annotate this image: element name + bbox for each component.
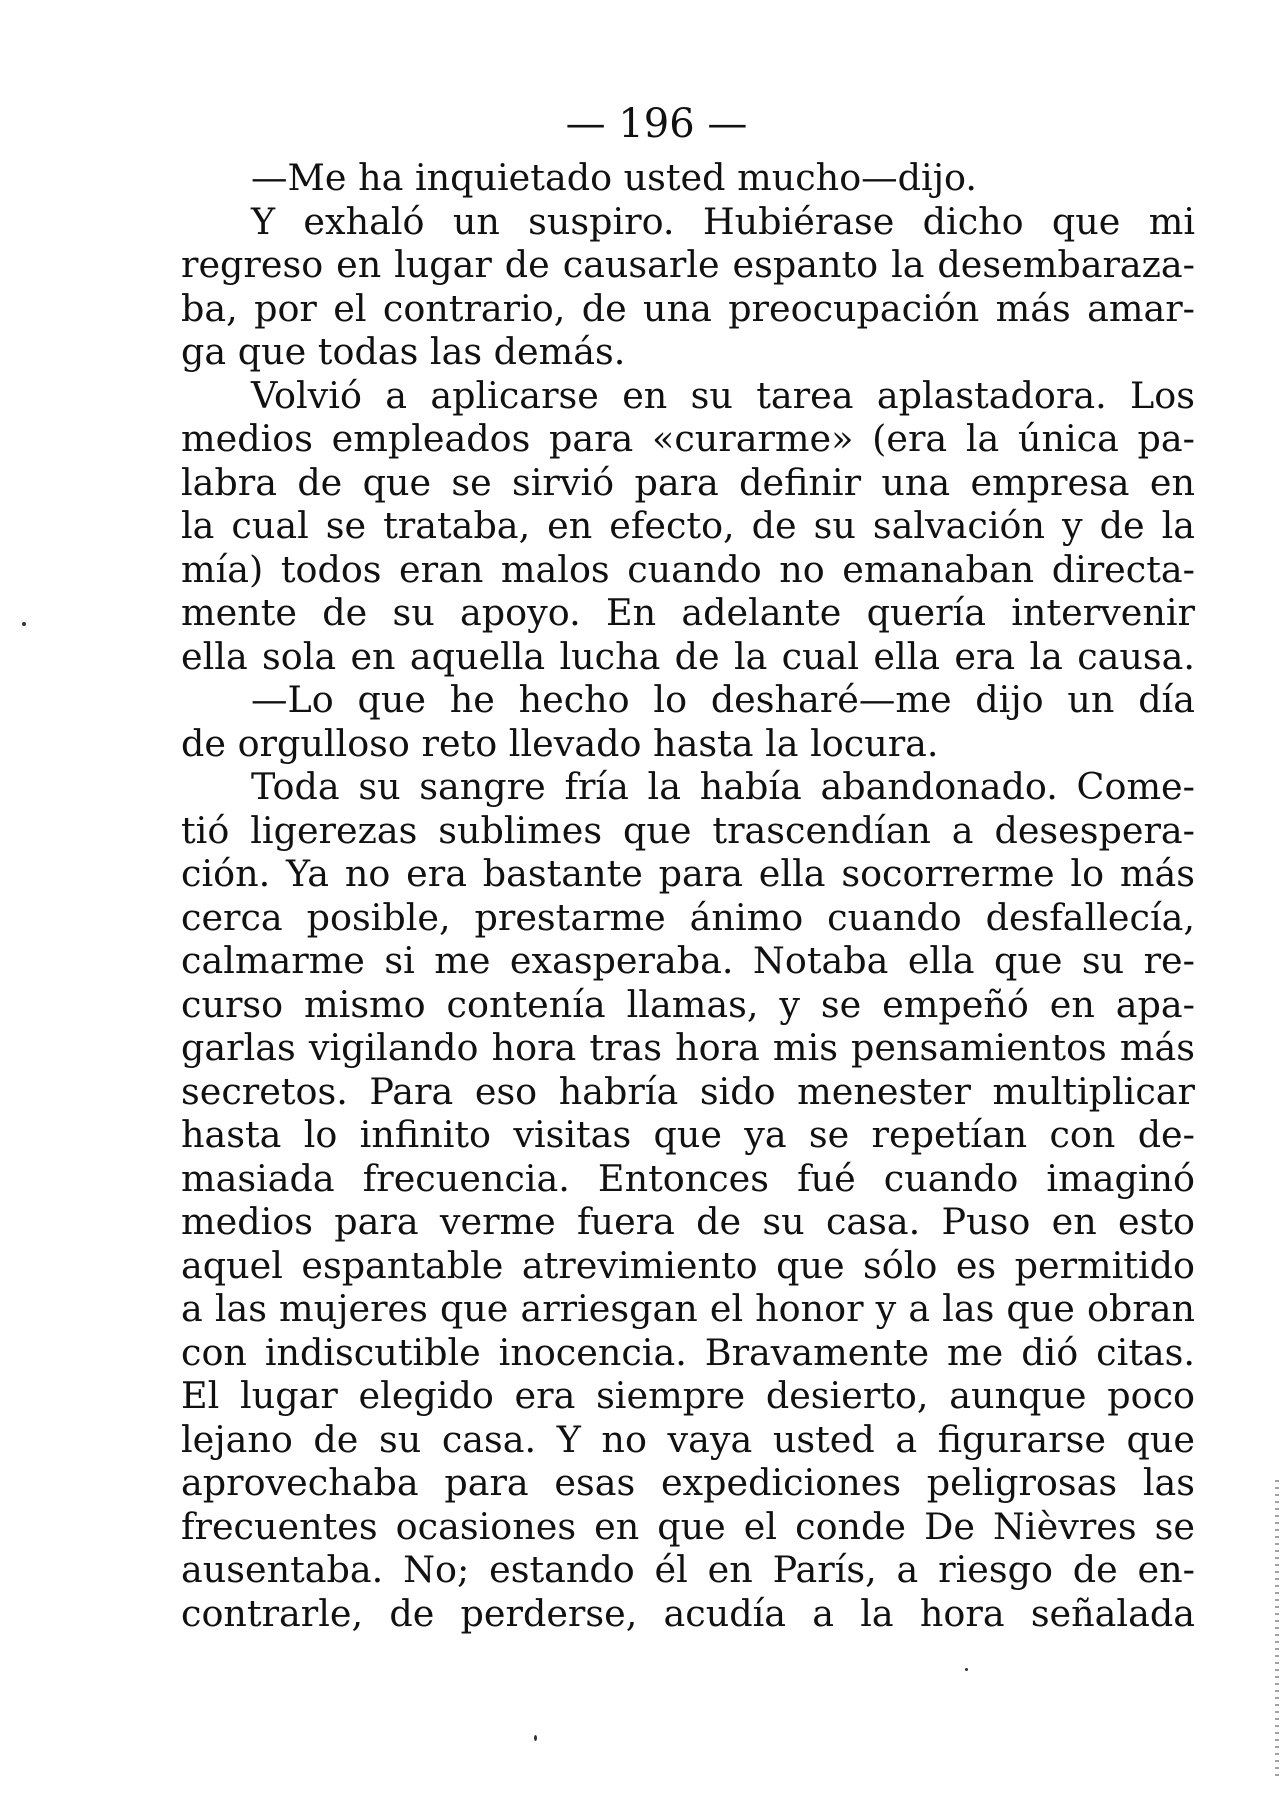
text-line: regreso en lugar de causarle espanto la desembaraza- xyxy=(181,243,1195,286)
text-line: ga que todas las demás. xyxy=(181,330,626,373)
body-text xyxy=(181,156,1195,1635)
page-number: — 196 — xyxy=(565,101,748,147)
text-line: medios para verme fuera de su casa. Puso en esto xyxy=(181,1200,1195,1243)
text-line: —Lo que he hecho lo desharé—me dijo un día xyxy=(251,678,1195,721)
text-line: ción. Ya no era bastante para ella socorrerme lo más xyxy=(181,852,1195,895)
text-line: a las mujeres que arriesgan el honor y a las que obran xyxy=(181,1287,1195,1330)
text-line: frecuentes ocasiones en que el conde De Nièvres se xyxy=(181,1504,1195,1548)
scan-speck xyxy=(965,1668,968,1671)
text-line: —Me ha inquietado usted mucho—dijo. xyxy=(251,156,977,199)
scan-speck xyxy=(22,622,26,626)
text-line: lejano de su casa. Y no vaya usted a figurarse que xyxy=(181,1417,1195,1461)
text-line: labra de que se sirvió para definir una empresa en xyxy=(181,460,1195,504)
text-line: tió ligerezas sublimes que trascendían a desespera- xyxy=(181,808,1195,852)
text-line: aprovechaba para esas expediciones peligrosas las xyxy=(181,1461,1195,1504)
text-line: El lugar elegido era siempre desierto, aunque poco xyxy=(181,1374,1195,1417)
text-line: garlas vigilando hora tras hora mis pensamientos más xyxy=(181,1026,1195,1069)
text-line: de orgulloso reto llevado hasta la locura. xyxy=(181,721,939,765)
text-line: ausentaba. No; estando él en París, a riesgo de en- xyxy=(181,1548,1195,1591)
text-line: mente de su apoyo. En adelante quería intervenir xyxy=(181,591,1195,634)
text-line: ba, por el contrario, de una preocupación más amar- xyxy=(181,286,1195,330)
text-line: curso mismo contenía llamas, y se empeñó en apa- xyxy=(181,982,1195,1026)
page-edge-scan-artifact xyxy=(1275,1480,1279,1780)
text-line: ella sola en aquella lucha de la cual ella era la causa. xyxy=(181,634,1195,678)
text-line: secretos. Para eso habría sido menester multiplicar xyxy=(181,1069,1195,1113)
text-line: Toda su sangre fría la había abandonado. Come- xyxy=(251,765,1195,808)
text-line: contrarle, de perderse, acudía a la hora señalada xyxy=(181,1591,1195,1635)
scan-speck xyxy=(534,1735,537,1741)
text-line: aquel espantable atrevimiento que sólo es permitido xyxy=(181,1243,1195,1287)
text-line: masiada frecuencia. Entonces fué cuando imaginó xyxy=(181,1156,1195,1200)
text-line: medios empleados para «curarme» (era la única pa- xyxy=(181,417,1195,460)
text-line: mía) todos eran malos cuando no emanaban directa- xyxy=(181,547,1195,591)
text-line: hasta lo infinito visitas que ya se repetían con de- xyxy=(181,1113,1195,1156)
text-line: cerca posible, prestarme ánimo cuando desfallecía, xyxy=(181,895,1195,939)
text-line: con indiscutible inocencia. Bravamente me dió citas. xyxy=(181,1330,1195,1374)
text-line: Volvió a aplicarse en su tarea aplastadora. Los xyxy=(251,373,1195,417)
text-line: Y exhaló un suspiro. Hubiérase dicho que mi xyxy=(251,199,1195,243)
text-line: calmarme si me exasperaba. Notaba ella que su re- xyxy=(181,939,1195,982)
text-line: la cual se trataba, en efecto, de su salvación y de la xyxy=(181,504,1195,547)
